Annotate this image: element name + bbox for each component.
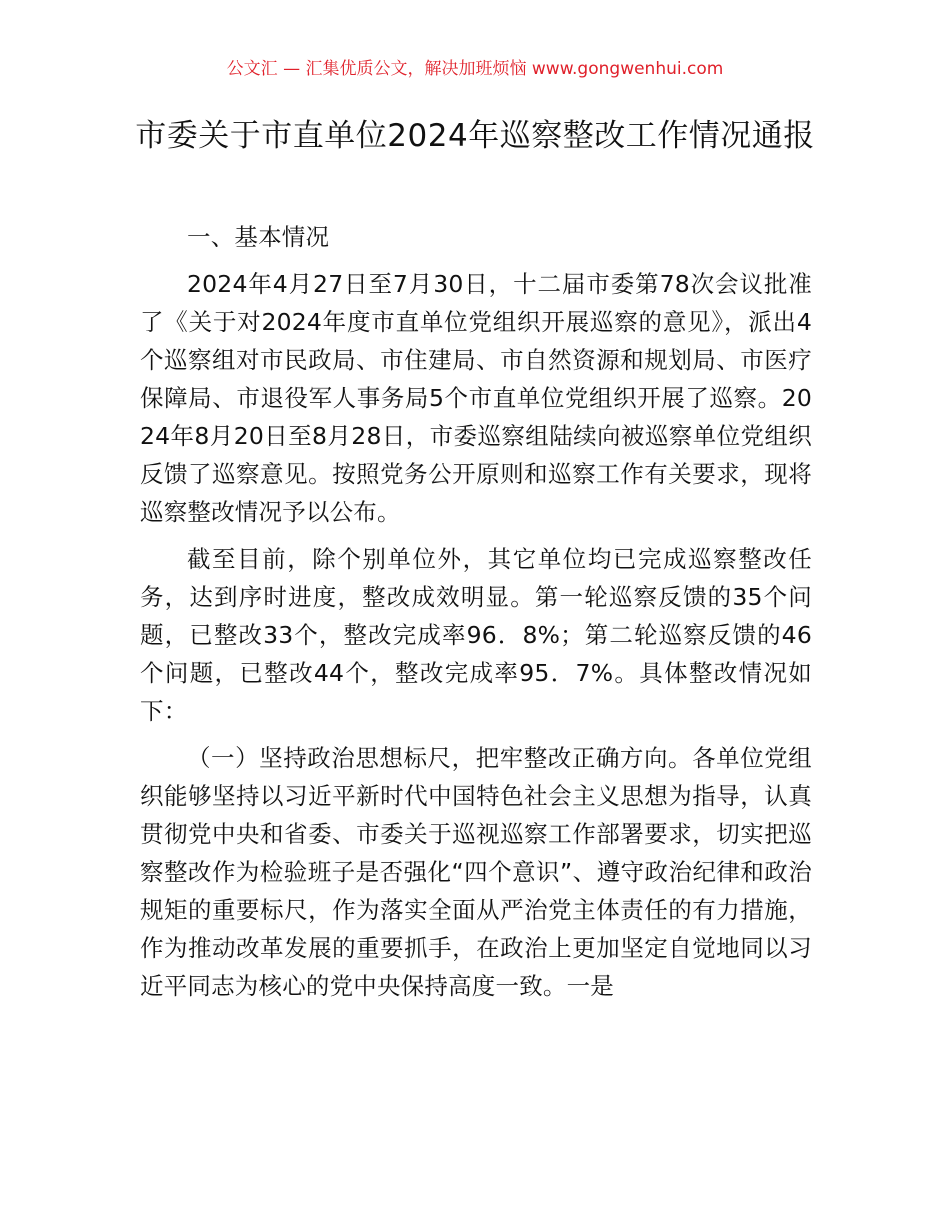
paragraph-political-standard: （一）坚持政治思想标尺，把牢整改正确方向。各单位党组织能够坚持以习近平新时代中国特色社会主义思想为指导，认真贯彻党中央和省委、市委关于巡视巡察工作部署要求，切实把巡察整改作为检验班子是否强化“四个意识”、遵守政治纪律和政治规矩的重要标尺，作为落实全面从严治党主体责任的有力措施，作为推动改革发展的重要抓手，在政治上更加坚定自觉地同以习近平同志为核心的党中央保持高度一致。一是 <box>140 744 812 1000</box>
section-heading: 一、基本情况 <box>187 223 330 251</box>
document-title: 市委关于市直单位2024年巡察整改工作情况通报 <box>135 118 815 154</box>
document-body <box>140 218 812 1005</box>
watermark-banner: 公文汇 — 汇集优质公文，解决加班烦恼 www.gongwenhui.com <box>226 59 724 79</box>
paragraph-progress: 截至目前，除个别单位外，其它单位均已完成巡察整改任务，达到序时进度，整改成效明显。第一轮巡察反馈的35个问题，已整改33个，整改完成率96．8%；第二轮巡察反馈的46个问题，已整改44个，整改完成率95．7%。具体整改情况如下： <box>140 545 812 725</box>
paragraph-background: 2024年4月27日至7月30日，十二届市委第78次会议批准了《关于对2024年度市直单位党组织开展巡察的意见》，派出4个巡察组对市民政局、市住建局、市自然资源和规划局、市医疗保障局、市退役军人事务局5个市直单位党组织开展了巡察。2024年8月20日至8月28日，市委巡察组陆续向被巡察单位党组织反馈了巡察意见。按照党务公开原则和巡察工作有关要求，现将巡察整改情况予以公布。 <box>140 270 812 526</box>
